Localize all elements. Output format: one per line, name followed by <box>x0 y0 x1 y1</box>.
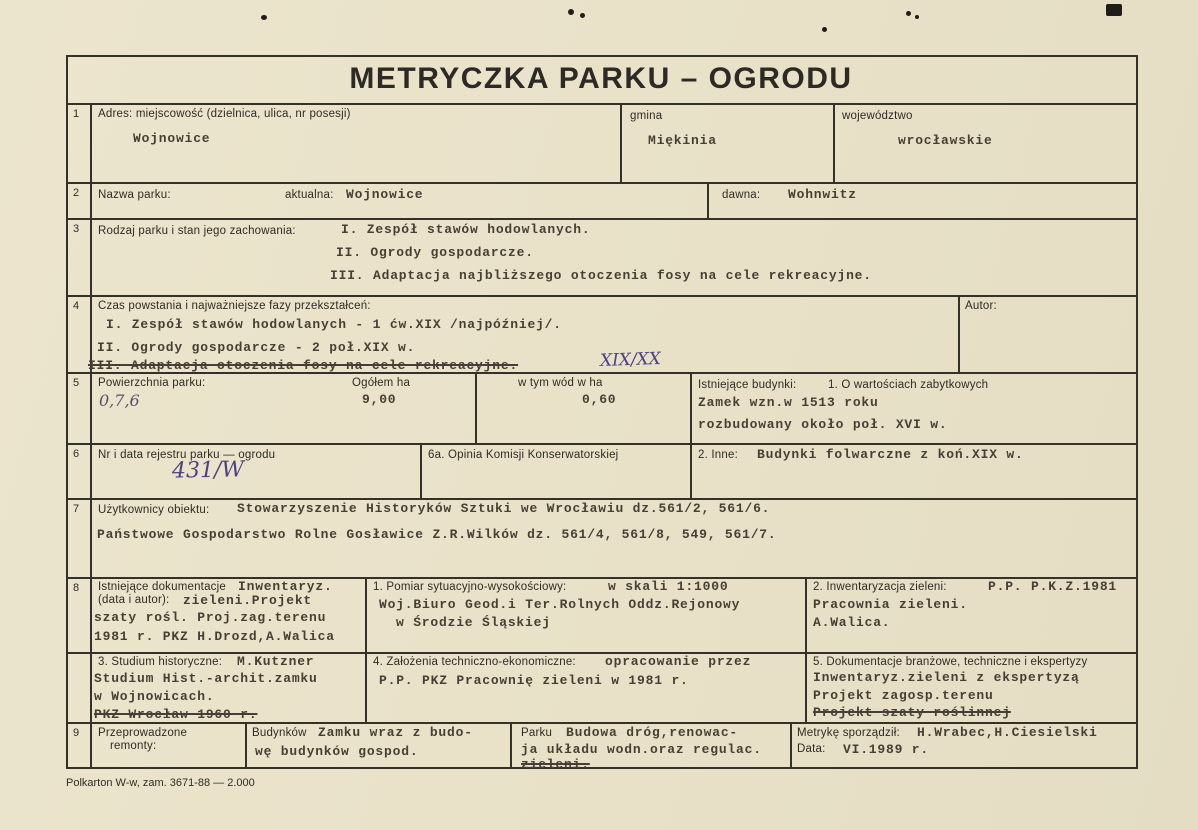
grid-line <box>66 498 1136 500</box>
greenery-inventory-typed-2: Pracownia zieleni. <box>813 597 968 612</box>
current-name-value: Wojnowice <box>346 187 424 202</box>
grid-line <box>66 295 1136 297</box>
grid-line <box>66 722 1136 724</box>
documentation-typed-1: Inwentaryz. <box>238 579 333 594</box>
park-kind-label: Rodzaj parku i stan jego zachowania: <box>98 225 296 237</box>
renovations-label-line-2: remonty: <box>110 740 157 752</box>
grid-line <box>365 577 367 722</box>
renovations-park-typed-2: ja układu wodn.oraz regulac. <box>521 742 762 757</box>
users-label: Użytkownicy obiektu: <box>98 504 210 516</box>
grid-line <box>66 103 1136 105</box>
area-handwritten-note: 0,7,6 <box>99 391 140 410</box>
area-water-label: w tym wód w ha <box>518 377 603 389</box>
renovations-buildings-typed-2: wę budynków gospod. <box>255 744 419 759</box>
park-kind-line-1: I. Zespół stawów hodowlanych. <box>341 222 591 237</box>
gmina-label: gmina <box>630 110 663 122</box>
grid-line <box>66 182 1136 184</box>
users-line-2: Państwowe Gospodarstwo Rolne Gosławice Z.R.Wilków dz. 561/4, 561/8, 549, 561/7. <box>97 527 777 542</box>
renovations-buildings-typed-1: Zamku wraz z budo- <box>318 725 473 740</box>
area-water-value: 0,60 <box>582 392 617 407</box>
documentation-typed-2: zieleni.Projekt <box>183 593 313 608</box>
grid-line <box>833 103 835 182</box>
phases-handwritten-note: XIX/XX <box>599 348 662 372</box>
technical-assumptions-label: 4. Założenia techniczno-ekonomiczne: <box>373 656 576 668</box>
buildings-historic-label: 1. O wartościach zabytkowych <box>828 379 989 391</box>
former-name-value: Wohnwitz <box>788 187 857 202</box>
record-date-label: Data: <box>797 743 826 755</box>
grid-line <box>420 443 422 498</box>
buildings-label: Istniejące budynki: <box>698 379 797 391</box>
grid-line <box>620 103 622 182</box>
row-number-3: 3 <box>73 223 80 235</box>
former-name-label: dawna: <box>722 189 761 201</box>
historical-study-typed-4: PKZ Wrocław 1960 r. <box>94 707 258 722</box>
row-number-7: 7 <box>73 503 80 515</box>
registration-mark <box>822 27 827 32</box>
phases-label: Czas powstania i najważniejsze fazy przekształceń: <box>98 300 371 312</box>
registration-mark <box>906 11 911 16</box>
registration-mark <box>568 9 574 15</box>
phases-line-3: III. Adaptacja otoczenia fosy na cele rekreacyjne. <box>88 358 519 373</box>
greenery-inventory-typed-3: A.Walica. <box>813 615 891 630</box>
survey-typed-1: w skali 1:1000 <box>608 579 729 594</box>
grid-line <box>510 722 512 769</box>
area-label: Powierzchnia parku: <box>98 377 206 389</box>
grid-line <box>66 577 1136 579</box>
greenery-inventory-typed-1: P.P. P.K.Z.1981 <box>988 579 1118 594</box>
documentation-typed-3: szaty rośl. Proj.zag.terenu <box>94 610 327 625</box>
documentation-typed-4: 1981 r. PKZ H.Drozd,A.Walica <box>94 629 335 644</box>
row-number-4: 4 <box>73 300 80 312</box>
branch-docs-label: 5. Dokumentacje branżowe, techniczne i ekspertyzy <box>813 656 1088 668</box>
author-label: Autor: <box>965 300 997 312</box>
record-made-by-label: Metrykę sporządził: <box>797 727 900 739</box>
renovations-buildings-label: Budynków <box>252 727 307 739</box>
grid-line <box>958 295 960 372</box>
survey-typed-3: w Środzie Śląskiej <box>396 615 551 630</box>
area-total-label: Ogółem ha <box>352 377 411 389</box>
greenery-inventory-label: 2. Inwentaryzacja zieleni: <box>813 581 947 593</box>
documentation-sublabel: (data i autor): <box>98 594 170 606</box>
technical-assumptions-typed-2: P.P. PKZ Pracownię zieleni w 1981 r. <box>379 673 689 688</box>
registration-mark <box>261 15 267 20</box>
record-made-by-value: H.Wrabec,H.Ciesielski <box>917 725 1098 740</box>
phases-line-2: II. Ogrody gospodarcze - 2 poł.XIX w. <box>97 340 416 355</box>
voivodeship-value: wrocławskie <box>898 133 993 148</box>
grid-line <box>90 103 92 767</box>
conservation-opinion-label: 6a. Opinia Komisji Konserwatorskiej <box>428 449 619 461</box>
record-date-value: VI.1989 r. <box>843 742 930 757</box>
form-title: METRYCZKA PARKU – OGRODU <box>349 62 853 95</box>
park-kind-line-2: II. Ogrody gospodarcze. <box>336 245 534 260</box>
row-number-5: 5 <box>73 377 80 389</box>
survey-typed-2: Woj.Biuro Geod.i Ter.Rolnych Oddz.Rejonowy <box>379 597 741 612</box>
address-label: Adres: miejscowość (dzielnica, ulica, nr posesji) <box>98 108 351 120</box>
branch-docs-typed-1: Inwentaryz.zieleni z ekspertyzą <box>813 670 1080 685</box>
area-total-value: 9,00 <box>362 392 397 407</box>
park-name-label: Nazwa parku: <box>98 189 171 201</box>
historical-study-typed-2: Studium Hist.-archit.zamku <box>94 671 318 686</box>
row-number-6: 6 <box>73 448 80 460</box>
phases-line-1: I. Zespół stawów hodowlanych - 1 ćw.XIX /najpóźniej/. <box>106 317 562 332</box>
buildings-historic-line-2: rozbudowany około poł. XVI w. <box>698 417 948 432</box>
grid-line <box>805 577 807 722</box>
voivodeship-label: województwo <box>842 110 913 122</box>
grid-line <box>790 722 792 769</box>
historical-study-label: 3. Studium historyczne: <box>98 656 223 668</box>
row-number-8: 8 <box>73 582 80 594</box>
current-name-label: aktualna: <box>285 189 334 201</box>
address-value: Wojnowice <box>133 131 211 146</box>
park-kind-line-3: III. Adaptacja najbliższego otoczenia fosy na cele rekreacyjne. <box>330 268 872 283</box>
branch-docs-typed-2: Projekt zagosp.terenu <box>813 688 994 703</box>
registration-mark <box>1106 4 1122 16</box>
registration-mark <box>580 13 585 18</box>
row-number-2: 2 <box>73 187 80 199</box>
row-number-9: 9 <box>73 727 80 739</box>
grid-line <box>66 652 1136 654</box>
buildings-historic-line-1: Zamek wzn.w 1513 roku <box>698 395 879 410</box>
grid-line <box>245 722 247 769</box>
grid-line <box>66 443 1136 445</box>
users-line-1: Stowarzyszenie Historyków Sztuki we Wrocławiu dz.561/2, 561/6. <box>237 501 771 516</box>
grid-line <box>66 218 1136 220</box>
renovations-label-line-1: Przeprowadzone <box>98 727 188 739</box>
survey-label: 1. Pomiar sytuacyjno-wysokościowy: <box>373 581 567 593</box>
branch-docs-typed-3: Projekt szaty roślinnej <box>813 705 1011 720</box>
registration-mark <box>915 15 919 19</box>
grid-line <box>690 372 692 498</box>
documentation-label: Istniejące dokumentacje <box>98 581 226 593</box>
printer-imprint: Polkarton W-w, zam. 3671-88 — 2.000 <box>66 777 255 789</box>
other-buildings-label: 2. Inne: <box>698 449 738 461</box>
register-label: Nr i data rejestru parku — ogrodu <box>98 449 276 461</box>
row-number-1: 1 <box>73 108 80 120</box>
grid-line <box>475 372 477 443</box>
gmina-value: Miękinia <box>648 133 717 148</box>
grid-line <box>707 182 709 218</box>
historical-study-typed-1: M.Kutzner <box>237 654 315 669</box>
register-number-value: 431/W <box>171 457 245 484</box>
technical-assumptions-typed-1: opracowanie przez <box>605 654 752 669</box>
renovations-park-typed-1: Budowa dróg,renowac- <box>566 725 739 740</box>
renovations-park-label: Parku <box>521 727 553 739</box>
historical-study-typed-3: w Wojnowicach. <box>94 689 215 704</box>
other-buildings-value: Budynki folwarczne z koń.XIX w. <box>757 447 1024 462</box>
renovations-park-typed-3: zieleni. <box>521 757 590 772</box>
